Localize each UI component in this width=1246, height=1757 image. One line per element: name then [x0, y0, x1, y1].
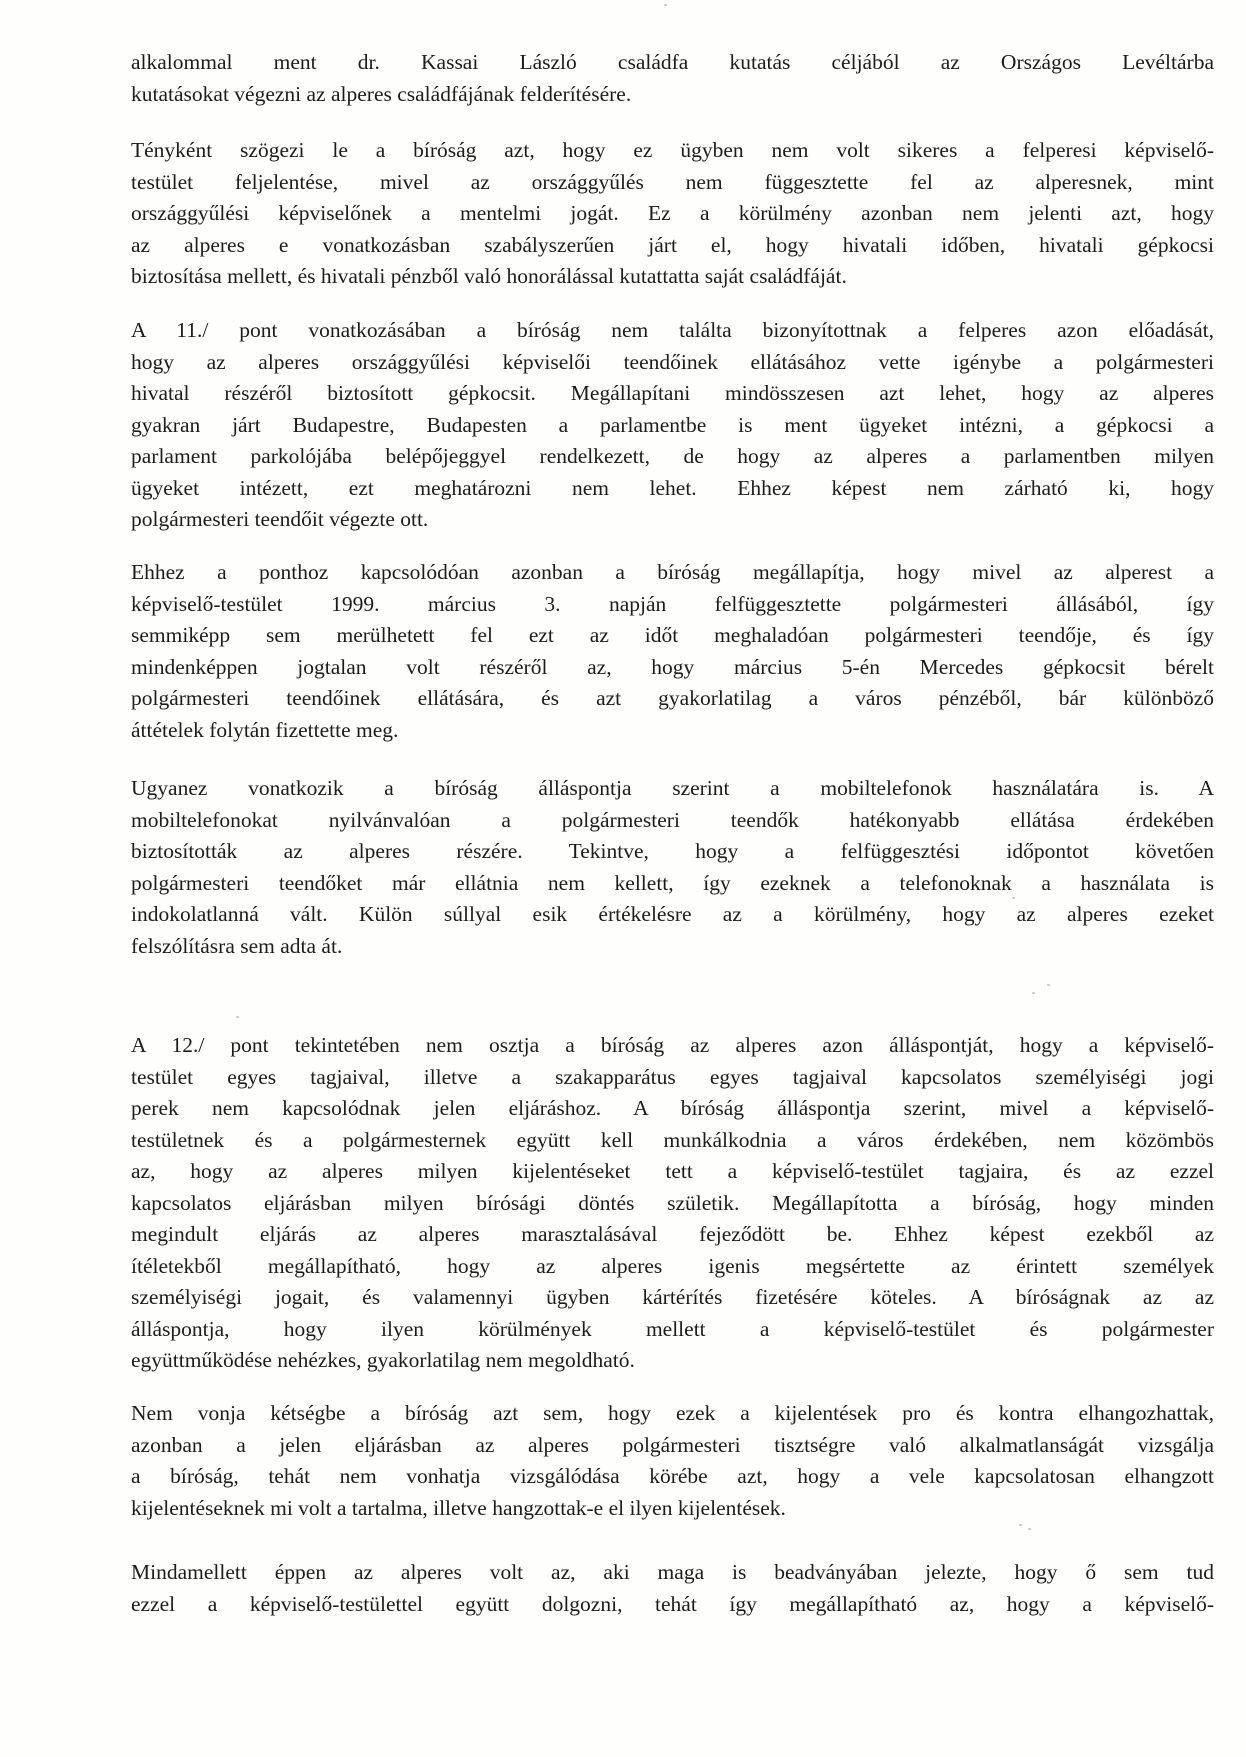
paragraph-2 [131, 135, 1214, 293]
text-line: kapcsolatos eljárásban milyen bírósági döntés születik. Megállapította a bíróság, hogy minden [131, 1190, 1214, 1215]
text-line: mindenképpen jogtalan volt részéről az, hogy március 5-én Mercedes gépkocsit bérelt [131, 654, 1214, 679]
text-line: személyiségi jogait, és valamennyi ügyben kártérítés fizetésére köteles. A bíróságnak az az [131, 1285, 1214, 1309]
text-line: alkalommal ment dr. Kassai László családfa kutatás céljából az Országos Levéltárba [131, 50, 1214, 74]
text-line: parlament parkolójába belépőjeggyel rendelkezett, de hogy az alperes a parlamentben milyen [131, 444, 1214, 468]
text-line: képviselő-testület 1999. március 3. napján felfüggesztette polgármesteri állásából, így [131, 591, 1214, 616]
text-line: polgármesteri teendőinek ellátására, és azt gyakorlatilag a város pénzéből, bár különböző [131, 686, 1214, 710]
scan-artifact [1032, 992, 1035, 994]
text-line: Nem vonja kétségbe a bíróság azt sem, hogy ezek a kijelentések pro és kontra elhangozhattak, [131, 1401, 1214, 1425]
text-line: országgyűlési képviselőnek a mentelmi jogát. Ez a körülmény azonban nem jelenti azt, hogy [131, 201, 1214, 225]
text-line: testületnek és a polgármesternek együtt kell munkálkodnia a város érdekében, nem közömbös [131, 1127, 1214, 1152]
paragraph-3 [131, 315, 1214, 536]
text-line: együttműködése nehézkes, gyakorlatilag nem megoldható. [131, 1348, 635, 1372]
scan-artifact [1019, 1524, 1022, 1526]
text-line: A 12./ pont tekintetében nem osztja a bíróság az alperes azon álláspontját, hogy a képviselő- [131, 1033, 1214, 1057]
text-line: ügyeket intézett, ezt meghatározni nem lehet. Ehhez képest nem zárható ki, hogy [131, 475, 1214, 500]
text-line: kijelentéseknek mi volt a tartalma, illetve hangzottak-e el ilyen kijelentések. [131, 1495, 786, 1520]
text-line: perek nem kapcsolódnak jelen eljáráshoz. A bíróság álláspontja szerint, mivel a képviselő- [131, 1096, 1214, 1120]
scan-artifact [1012, 897, 1015, 899]
text-line: a bíróság, tehát nem vonhatja vizsgálódása körébe azt, hogy a vele kapcsolatosan elhangzott [131, 1464, 1214, 1488]
scan-artifact [236, 1016, 239, 1018]
text-line: hivatal részéről biztosított gépkocsit. Megállapítani mindösszesen azt lehet, hogy az alperes [131, 381, 1214, 405]
text-line: Ugyanez vonatkozik a bíróság álláspontja szerint a mobiltelefonok használatára is. A [131, 776, 1214, 800]
text-line: gyakran járt Budapestre, Budapesten a parlamentbe is ment ügyeket intézni, a gépkocsi a [131, 412, 1214, 437]
text-line: Tényként szögezi le a bíróság azt, hogy ez ügyben nem volt sikeres a felperesi képviselő- [131, 138, 1214, 162]
text-line: az, hogy az alperes milyen kijelentéseket tett a képviselő-testület tagjaira, és az ezzel [131, 1159, 1214, 1183]
paragraph-5 [131, 773, 1214, 962]
text-line: mobiltelefonokat nyilvánvalóan a polgármesteri teendők hatékonyabb ellátása érdekében [131, 807, 1214, 832]
text-line: testület feljelentése, mivel az országgyűlés nem függesztette fel az alperesnek, mint [131, 169, 1214, 194]
text-line: azonban a jelen eljárásban az alperes polgármesteri tisztségre való alkalmatlanságát vizsgálja [131, 1432, 1214, 1457]
text-line: felszólításra sem adta át. [131, 933, 343, 958]
text-line: indokolatlanná vált. Külön súllyal esik értékelésre az a körülmény, hogy az alperes ezeket [131, 902, 1214, 926]
text-line: Mindamellett éppen az alperes volt az, aki maga is beadványában jelezte, hogy ő sem tud [131, 1560, 1214, 1584]
text-line: az alperes e vonatkozásban szabályszerűen járt el, hogy hivatali időben, hivatali gépkocsi [131, 232, 1214, 257]
text-line: ítéletekből megállapítható, hogy az alperes igenis megsértette az érintett személyek [131, 1253, 1214, 1278]
scan-artifact [1047, 984, 1050, 986]
text-line: álláspontja, hogy ilyen körülmények mellett a képviselő-testület és polgármester [131, 1316, 1214, 1341]
scan-artifact [1028, 1528, 1031, 1530]
text-line: semmiképp sem merülhetett fel ezt az időt meghaladóan polgármesteri teendője, és így [131, 623, 1214, 647]
paragraph-4 [131, 557, 1214, 746]
text-line: A 11./ pont vonatkozásában a bíróság nem találta bizonyítottnak a felperes azon előadását, [131, 318, 1214, 342]
text-line: biztosítása mellett, és hivatali pénzből való honorálással kutattatta saját családfáját. [131, 264, 847, 288]
text-line: áttételek folytán fizettette meg. [131, 717, 399, 742]
text-line: Ehhez a ponthoz kapcsolódóan azonban a bíróság megállapítja, hogy mivel az alperest a [131, 560, 1214, 584]
paragraph-7 [131, 1398, 1214, 1524]
paragraph-8 [131, 1557, 1214, 1620]
text-line: biztosították az alperes részére. Tekintve, hogy a felfüggesztési időpontot követően [131, 839, 1214, 863]
text-line: ezzel a képviselő-testülettel együtt dolgozni, tehát így megállapítható az, hogy a képviselő- [131, 1591, 1214, 1616]
text-line: polgármesteri teendőket már ellátnia nem kellett, így ezeknek a telefonoknak a használata is [131, 870, 1214, 895]
scan-artifact [664, 4, 667, 6]
text-line: testület egyes tagjaival, illetve a szakapparátus egyes tagjaival kapcsolatos személyiségi jogi [131, 1064, 1214, 1089]
text-line: megindult eljárás az alperes marasztalásával fejeződött be. Ehhez képest ezekből az [131, 1222, 1214, 1246]
text-line: polgármesteri teendőit végezte ott. [131, 507, 429, 531]
text-line: hogy az alperes országgyűlési képviselői teendőinek ellátásához vette igénybe a polgármesteri [131, 349, 1214, 374]
paragraph-6 [131, 1030, 1214, 1377]
text-line: kutatásokat végezni az alperes családfájának felderítésére. [131, 81, 632, 106]
paragraph-1 [131, 47, 1214, 110]
